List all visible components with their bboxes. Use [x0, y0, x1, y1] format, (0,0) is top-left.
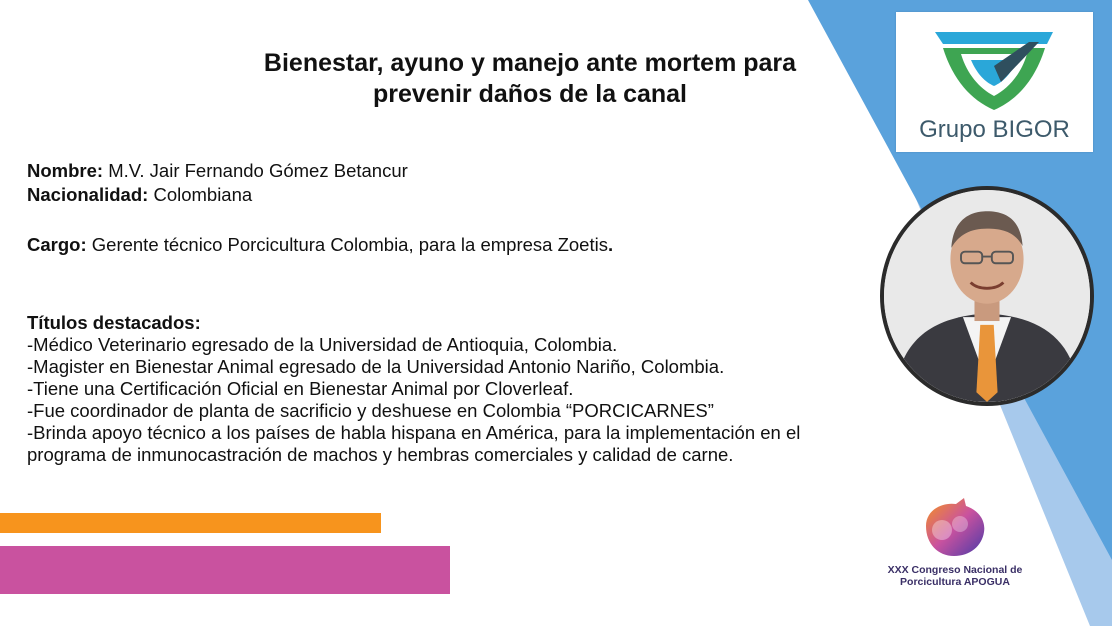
title-item: -Brinda apoyo técnico a los países de habla hispana en América, para la implementación en el	[27, 422, 801, 443]
title-line-2: prevenir daños de la canal	[372, 80, 687, 108]
title-line-1: Bienestar, ayuno y manejo ante mortem para	[263, 49, 797, 77]
title-item: -Fue coordinador de planta de sacrificio y deshuese en Colombia “PORCICARNES”	[27, 400, 714, 421]
orange-bar	[0, 513, 381, 533]
speaker-portrait-icon	[884, 190, 1090, 402]
magenta-bar	[0, 546, 450, 594]
nationality-label: Nacionalidad:	[27, 184, 149, 205]
page-title	[190, 48, 870, 110]
nationality-value: Colombiana	[148, 184, 253, 205]
titles-section	[27, 312, 800, 466]
logo-text: Grupo BIGOR	[919, 116, 1070, 143]
congress-name	[855, 564, 1055, 588]
role-end: .	[607, 234, 614, 255]
role-row	[27, 234, 613, 256]
role-value: Gerente técnico Porcicultura Colombia, para la empresa Zoetis	[86, 234, 608, 255]
congress-pig-logo-icon	[920, 496, 990, 560]
name-value: M.V. Jair Fernando Gómez Betancur	[103, 160, 408, 181]
title-item: programa de inmunocastración de machos y hembras comerciales y calidad de carne.	[27, 444, 734, 465]
title-item: -Magister en Bienestar Animal egresado de la Universidad Antonio Nariño, Colombia.	[27, 356, 725, 377]
titles-heading: Títulos destacados:	[27, 312, 201, 333]
title-item: -Médico Veterinario egresado de la Universidad de Antioquia, Colombia.	[27, 334, 618, 355]
name-row	[27, 160, 408, 182]
congress-line-2: Porcicultura APOGUA	[900, 576, 1010, 588]
nationality-row	[27, 184, 252, 206]
role-label: Cargo:	[27, 234, 87, 255]
name-label: Nombre:	[27, 160, 104, 181]
congress-line-1: XXX Congreso Nacional de	[887, 564, 1023, 576]
grupo-bigor-logo	[896, 12, 1093, 152]
bigor-shield-logo-icon	[931, 22, 1057, 114]
title-item: -Tiene una Certificación Oficial en Bienestar Animal por Cloverleaf.	[27, 378, 574, 399]
speaker-photo	[880, 186, 1094, 406]
